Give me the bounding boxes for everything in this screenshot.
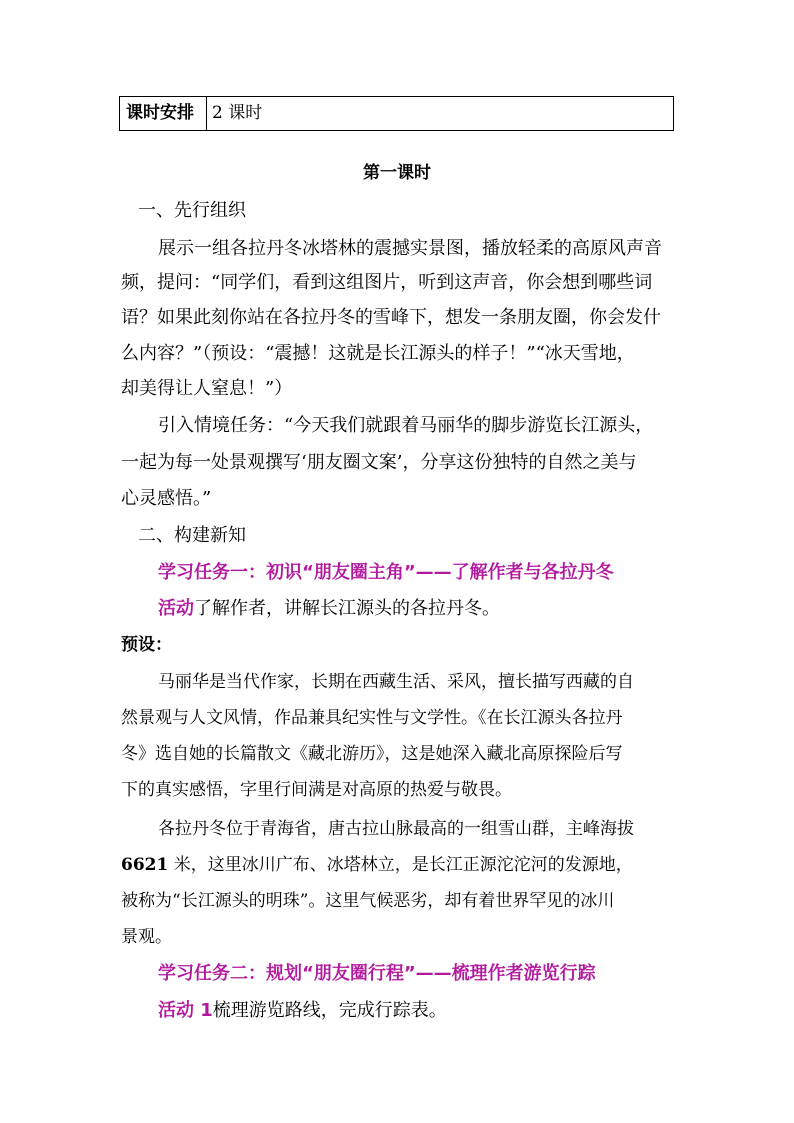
preset-label: 预设： bbox=[121, 635, 172, 655]
para2-line: 一起为每一处景观撰写‘朋友圈文案’，分享这份独特的自然之美与 bbox=[121, 452, 637, 473]
activity-2-line bbox=[158, 996, 447, 1022]
altitude-number: 6621 bbox=[121, 855, 169, 875]
learning-task-1: 学习任务一：初识“朋友圈主角”——了解作者与各拉丹冬 bbox=[158, 562, 614, 583]
preset-para2-line: 景观。 bbox=[121, 927, 172, 947]
activity-label: 活动 bbox=[158, 598, 194, 619]
schedule-value: 2 课时 bbox=[212, 103, 263, 123]
preset-para1-line: 冬》选自她的长篇散文《藏北游历》，这是她深入藏北高原探险后写 bbox=[121, 744, 623, 764]
para1-line: 语？如果此刻你站在各拉丹冬的雪峰下，想发一条朋友圈，你会发什 bbox=[121, 307, 661, 328]
schedule-label: 课时安排 bbox=[120, 97, 207, 130]
preset-para1-line: 下的真实感悟，字里行间满是对高原的热爱与敬畏。 bbox=[121, 780, 512, 800]
para2-line: 引入情境任务：“今天我们就跟着马丽华的脚步游览长江源头， bbox=[158, 415, 654, 436]
activity-label: 活动 1 bbox=[158, 1000, 213, 1021]
preset-para2-line: 各拉丹冬位于青海省，唐古拉山脉最高的一组雪山群，主峰海拔 bbox=[158, 819, 634, 839]
para2-line: 心灵感悟。” bbox=[121, 488, 212, 509]
lesson-title: 第一课时 bbox=[363, 163, 431, 183]
preset-para1-line: 马丽华是当代作家，长期在西藏生活、采风，擅长描写西藏的自 bbox=[158, 672, 634, 692]
schedule-table bbox=[119, 96, 674, 131]
para1-line: 么内容？”（预设：“震撼！这就是长江源头的样子！”“冰天雪地， bbox=[121, 343, 635, 364]
para1-line: 频，提问：“同学们，看到这组图片，听到这声音，你会想到哪些词 bbox=[121, 272, 653, 293]
section-heading-2: 二、构建新知 bbox=[138, 525, 246, 546]
altitude-rest: 米，这里冰川广布、冰塔林立，是长江正源沱沱河的发源地， bbox=[168, 855, 633, 875]
para1-line: 展示一组各拉丹冬冰塔林的震撼实景图，播放轻柔的高原风声音 bbox=[158, 238, 662, 259]
activity-text: 梳理游览路线，完成行踪表。 bbox=[212, 1000, 447, 1021]
para1-line: 却美得让人窒息！”） bbox=[121, 378, 293, 399]
preset-para1-line: 然景观与人文风情，作品兼具纪实性与文学性。《在长江源头各拉丹 bbox=[121, 708, 623, 728]
section-heading-1: 一、先行组织 bbox=[138, 200, 246, 221]
learning-task-2: 学习任务二：规划“朋友圈行程”——梳理作者游览行踪 bbox=[158, 963, 596, 984]
activity-text: 了解作者，讲解长江源头的各拉丹冬。 bbox=[194, 598, 500, 619]
preset-para2-line bbox=[121, 850, 633, 875]
activity-1-line bbox=[158, 594, 500, 620]
preset-para2-line: 被称为“长江源头的明珠”。这里气候恶劣，却有着世界罕见的冰川 bbox=[121, 891, 615, 911]
